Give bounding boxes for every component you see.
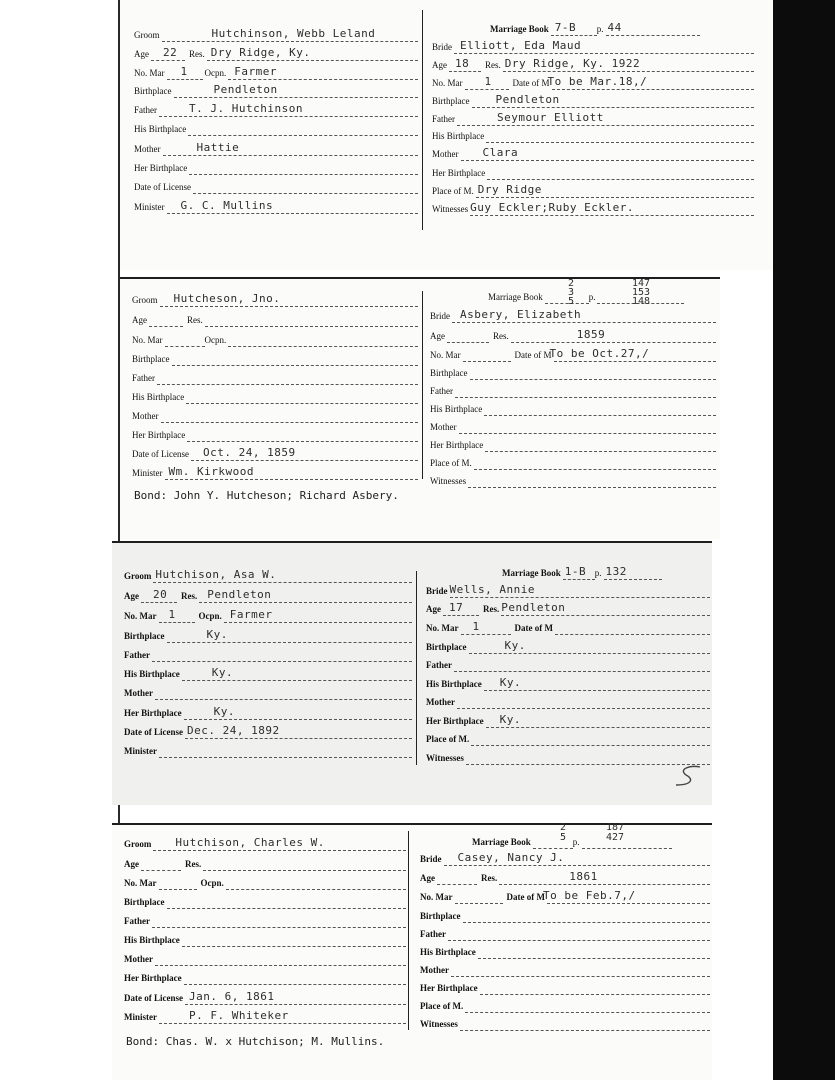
- groom-label: Groom: [124, 571, 152, 581]
- mother-label: Mother: [432, 149, 459, 159]
- marriage-book-label: Marriage Book: [488, 292, 543, 302]
- birthplace-label: Birthplace: [124, 631, 165, 641]
- bride-no-mar: 1: [472, 620, 480, 633]
- bride-birthplace: Ky.: [504, 639, 526, 652]
- father-label: Father: [430, 386, 453, 396]
- res-label: Res.: [483, 604, 500, 614]
- marriage-book-number: 7-B: [554, 21, 577, 34]
- book-number-2: 5: [560, 832, 567, 843]
- marriage-book-label: Marriage Book: [490, 24, 549, 34]
- bride-her-birthplace: Ky.: [499, 713, 521, 726]
- res-label: Res.: [481, 873, 498, 883]
- groom-residence: Dry Ridge, Ky.: [210, 46, 311, 59]
- bride-name: Elliott, Eda Maud: [460, 39, 582, 52]
- his-birthplace-label: His Birthplace: [432, 131, 485, 141]
- bride-label: Bride: [432, 42, 452, 52]
- birthplace-label: Birthplace: [132, 354, 170, 364]
- bride-name: Asbery, Elizabeth: [460, 308, 582, 321]
- mother-label: Mother: [124, 688, 153, 698]
- page-number-1: 187: [606, 823, 625, 833]
- bride-age: 17: [449, 601, 464, 614]
- license-label: Date of License: [132, 449, 189, 459]
- marriage-book-label: Marriage Book: [472, 837, 531, 847]
- bride-age: 18: [455, 57, 470, 70]
- bride-label: Bride: [426, 586, 448, 596]
- groom-license-date: Dec. 24, 1892: [186, 724, 280, 737]
- bond-note: Bond: John Y. Hutcheson; Richard Asbery.: [134, 489, 399, 502]
- pencil-mark: [672, 763, 706, 789]
- page-label: p.: [594, 568, 602, 578]
- birthplace-label: Birthplace: [420, 911, 461, 921]
- mother-label: Mother: [430, 422, 457, 432]
- mother-label: Mother: [426, 697, 455, 707]
- ocpn-label: Ocpn.: [204, 68, 227, 78]
- bride-residence: Pendleton: [501, 601, 566, 614]
- bride-his-birthplace: Ky.: [499, 676, 522, 689]
- bride-mother: Clara: [482, 146, 519, 159]
- scan-dark-border: [773, 0, 835, 1080]
- age-label: Age: [134, 49, 149, 59]
- place-of-marriage-label: Place of M.: [420, 1001, 464, 1011]
- date-of-marriage-label: Date of M: [514, 350, 552, 360]
- age-label: Age: [430, 331, 445, 341]
- her-birthplace-label: Her Birthplace: [420, 983, 478, 993]
- groom-name: Hutchison, Asa W.: [155, 568, 277, 581]
- groom-residence: Pendleton: [207, 588, 272, 601]
- witnesses-label: Witnesses: [426, 753, 464, 763]
- mother-label: Mother: [124, 954, 153, 964]
- her-birthplace-label: Her Birthplace: [132, 430, 186, 440]
- license-label: Date of License: [124, 727, 183, 737]
- her-birthplace-label: Her Birthplace: [124, 708, 182, 718]
- groom-mother: Hattie: [196, 141, 240, 154]
- marriage-date: To be Feb.7,/: [542, 889, 636, 902]
- marriage-book-page: 44: [607, 21, 622, 34]
- res-label: Res.: [185, 859, 202, 869]
- minister-label: Minister: [124, 746, 157, 756]
- place-of-marriage-label: Place of M.: [432, 186, 474, 196]
- book-number-1: 2: [568, 278, 575, 289]
- birthplace-label: Birthplace: [430, 368, 468, 378]
- groom-age: 20: [153, 588, 168, 601]
- book-number-2: 3: [568, 287, 575, 298]
- age-label: Age: [124, 591, 139, 601]
- bride-residence: 1861: [569, 870, 598, 883]
- age-label: Age: [132, 315, 147, 325]
- groom-minister: P. F. Whiteker: [189, 1009, 289, 1022]
- no-mar-label: No. Mar: [134, 68, 165, 78]
- birthplace-label: Birthplace: [432, 96, 470, 106]
- book-number-1: 2: [560, 823, 567, 833]
- marriage-card-1: [120, 0, 773, 270]
- bride-residence: 1859: [576, 328, 606, 341]
- groom-no-mar: 1: [168, 608, 176, 621]
- witnesses-label: Witnesses: [420, 1019, 458, 1029]
- father-label: Father: [124, 916, 150, 926]
- groom-birthplace: Ky.: [206, 628, 228, 641]
- her-birthplace-label: Her Birthplace: [426, 716, 484, 726]
- res-label: Res.: [181, 591, 198, 601]
- marriage-date: To be Oct.27,/: [549, 347, 650, 360]
- groom-license-date: Oct. 24, 1859: [202, 446, 296, 459]
- birthplace-label: Birthplace: [426, 642, 467, 652]
- mother-label: Mother: [132, 411, 159, 421]
- marriage-place: Dry Ridge: [477, 183, 542, 196]
- witnesses-label: Witnesses: [432, 204, 469, 214]
- ocpn-label: Ocpn.: [198, 611, 222, 621]
- bride-label: Bride: [430, 311, 450, 321]
- groom-minister: Wm. Kirkwood: [168, 465, 254, 478]
- marriage-book-numbers: [568, 279, 574, 306]
- page-label: p.: [572, 837, 580, 847]
- book-number-3: 5: [568, 296, 575, 307]
- mother-label: Mother: [134, 144, 161, 154]
- ocpn-label: Ocpn.: [204, 335, 227, 345]
- mother-label: Mother: [420, 965, 449, 975]
- witnesses: Guy Eckler;Ruby Eckler.: [470, 201, 634, 214]
- groom-birthplace: Pendleton: [213, 83, 278, 96]
- her-birthplace-label: Her Birthplace: [134, 163, 188, 173]
- witnesses-label: Witnesses: [430, 476, 467, 486]
- age-label: Age: [124, 859, 139, 869]
- age-label: Age: [420, 873, 435, 883]
- minister-label: Minister: [134, 202, 165, 212]
- his-birthplace-label: His Birthplace: [420, 947, 476, 957]
- page-number-3: 148: [632, 296, 651, 307]
- no-mar-label: No. Mar: [124, 611, 157, 621]
- father-label: Father: [432, 114, 455, 124]
- date-of-marriage-label: Date of M: [506, 892, 545, 902]
- father-label: Father: [132, 373, 155, 383]
- bride-birthplace: Pendleton: [495, 93, 560, 106]
- page-number-2: 153: [632, 287, 651, 298]
- father-label: Father: [134, 105, 157, 115]
- minister-label: Minister: [132, 468, 163, 478]
- age-label: Age: [432, 60, 447, 70]
- father-label: Father: [420, 929, 446, 939]
- his-birthplace-label: His Birthplace: [426, 679, 482, 689]
- marriage-book-numbers: [560, 823, 566, 843]
- birthplace-label: Birthplace: [124, 897, 165, 907]
- no-mar-label: No. Mar: [426, 623, 459, 633]
- her-birthplace-label: Her Birthplace: [432, 168, 486, 178]
- bride-label: Bride: [420, 854, 442, 864]
- marriage-card-3: [112, 541, 712, 805]
- bride-name: Casey, Nancy J.: [457, 851, 565, 864]
- no-mar-label: No. Mar: [132, 335, 163, 345]
- groom-name: Hutchison, Charles W.: [175, 836, 325, 849]
- res-label: Res.: [493, 331, 509, 341]
- ocpn-label: Ocpn.: [200, 878, 224, 888]
- groom-name: Hutchinson, Webb Leland: [211, 27, 376, 40]
- bride-name: Wells, Annie: [449, 583, 535, 596]
- place-of-marriage-label: Place of M.: [430, 458, 472, 468]
- page-label: p.: [596, 24, 604, 34]
- no-mar-label: No. Mar: [124, 878, 157, 888]
- res-label: Res.: [187, 315, 203, 325]
- page-number-1: 147: [632, 278, 651, 289]
- groom-occupation: Farmer: [229, 608, 273, 621]
- age-label: Age: [426, 604, 441, 614]
- groom-label: Groom: [132, 295, 158, 305]
- groom-label: Groom: [124, 839, 152, 849]
- groom-name: Hutcheson, Jno.: [173, 292, 281, 305]
- his-birthplace-label: His Birthplace: [132, 392, 185, 402]
- groom-father: T. J. Hutchinson: [189, 102, 303, 115]
- place-of-marriage-label: Place of M.: [426, 734, 470, 744]
- marriage-book-number: 1-B: [564, 565, 587, 578]
- groom-his-birthplace: Ky.: [211, 666, 234, 679]
- groom-no-mar: 1: [180, 65, 188, 78]
- bride-father: Seymour Elliott: [497, 111, 604, 124]
- his-birthplace-label: His Birthplace: [430, 404, 483, 414]
- groom-label: Groom: [134, 30, 160, 40]
- no-mar-label: No. Mar: [432, 78, 463, 88]
- bride-no-mar: 1: [484, 75, 492, 88]
- bond-note: Bond: Chas. W. x Hutchison; M. Mullins.: [126, 1035, 385, 1048]
- his-birthplace-label: His Birthplace: [134, 124, 187, 134]
- birthplace-label: Birthplace: [134, 86, 172, 96]
- bride-residence: Dry Ridge, Ky. 1922: [504, 57, 641, 70]
- her-birthplace-label: Her Birthplace: [430, 440, 484, 450]
- father-label: Father: [124, 650, 150, 660]
- groom-her-birthplace: Ky.: [213, 705, 235, 718]
- groom-license-date: Jan. 6, 1861: [188, 990, 275, 1003]
- date-of-marriage-label: Date of M: [514, 623, 553, 633]
- license-label: Date of License: [124, 993, 183, 1003]
- her-birthplace-label: Her Birthplace: [124, 973, 182, 983]
- page-number-2: 427: [606, 832, 625, 843]
- no-mar-label: No. Mar: [430, 350, 461, 360]
- minister-label: Minister: [124, 1012, 157, 1022]
- his-birthplace-label: His Birthplace: [124, 669, 180, 679]
- date-of-marriage-label: Date of M: [512, 78, 550, 88]
- marriage-book-pages: [632, 279, 650, 306]
- marriage-card-4: [112, 823, 712, 1080]
- groom-occupation: Farmer: [234, 65, 277, 78]
- res-label: Res.: [189, 49, 205, 59]
- marriage-card-2: [120, 277, 720, 539]
- father-label: Father: [426, 660, 452, 670]
- marriage-book-pages: [606, 823, 624, 843]
- his-birthplace-label: His Birthplace: [124, 935, 180, 945]
- no-mar-label: No. Mar: [420, 892, 453, 902]
- marriage-date: To be Mar.18,/: [547, 75, 648, 88]
- page-label: p.: [588, 292, 596, 302]
- license-label: Date of License: [134, 182, 191, 192]
- groom-age: 22: [163, 46, 178, 59]
- marriage-book-page: 132: [605, 565, 627, 578]
- res-label: Res.: [485, 60, 501, 70]
- marriage-book-label: Marriage Book: [502, 568, 561, 578]
- groom-minister: G. C. Mullins: [180, 199, 274, 212]
